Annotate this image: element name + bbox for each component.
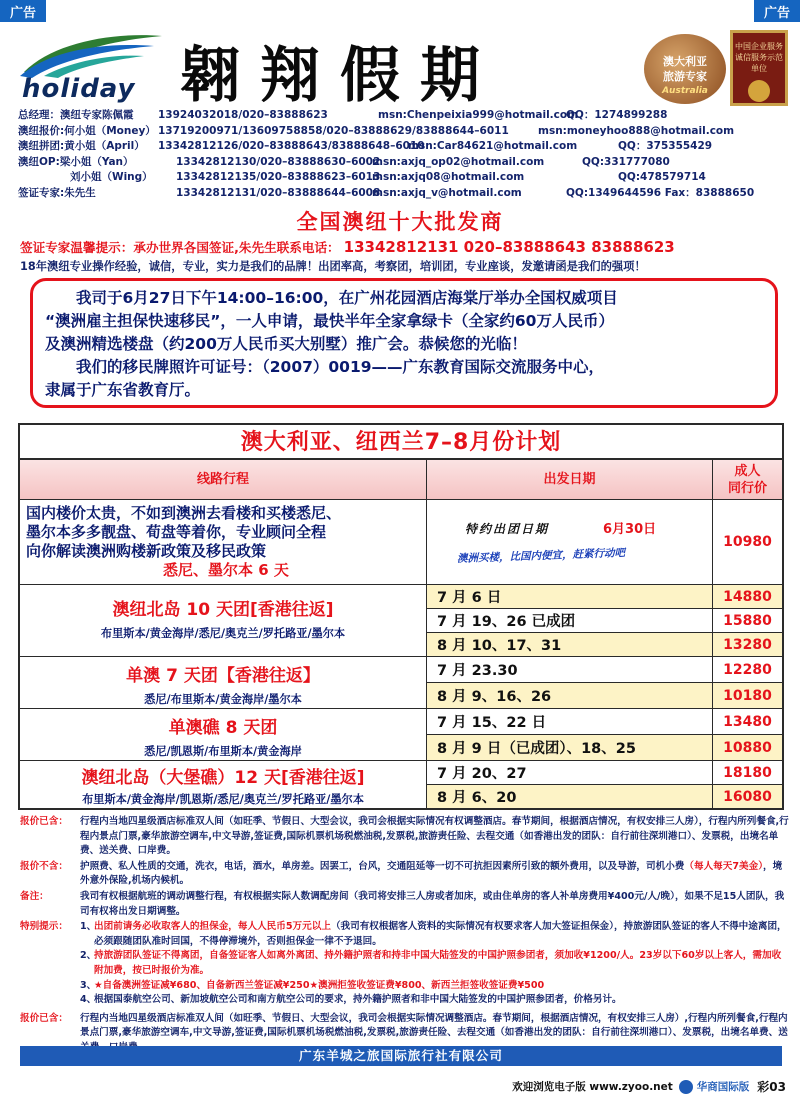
ad-tag-right: 广告 bbox=[754, 0, 800, 22]
promo-line: 及澳洲精选楼盘（约200万人民币买大别墅）推广会。恭候您的光临！ bbox=[45, 335, 527, 353]
special-date: 6月30日 bbox=[603, 522, 657, 537]
note-included bbox=[20, 815, 790, 859]
col-head-price-l1: 成人 bbox=[734, 464, 761, 479]
price-cell: 13480 bbox=[713, 709, 782, 735]
promo-line: “澳洲雇主担保快速移民”，一人申请，最快半年全家拿绿卡（全家约60万人民币） bbox=[45, 312, 614, 330]
property-tour-date bbox=[427, 500, 713, 585]
contact-row bbox=[18, 108, 788, 124]
contact-phone: 13719200971/13609758858/020–83888629/83888644–6011 bbox=[158, 124, 509, 137]
promo-line: 我们的移民牌照许可证号：（2007）0019——广东教育国际交流服务中心， bbox=[45, 358, 605, 376]
note-text: 行程内当地四星级酒店标准双人间（如旺季、节假日、大型会议，我司会根据实际情况有权调整酒店。春节期间，根据酒店情况，有权安排三人房），行程内所列餐食,行程内景点门票,豪华旅游空调车,中文导游,签证费,国际机票机场税燃油税,发票税,旅游责任险、去程交通（如香港出发的团队：自行前往深圳港口）、发票税，出境名单费、送关费、口岸费。 bbox=[80, 816, 789, 857]
contact-qq: QQ：1274899288 bbox=[566, 109, 668, 121]
contact-row bbox=[18, 170, 788, 186]
special-item bbox=[80, 979, 790, 994]
contact-qq: QQ:478579714 bbox=[618, 171, 706, 184]
route-cell bbox=[20, 709, 427, 761]
visa-notice-phones: 13342812131 020–83888643 83888623 bbox=[343, 238, 675, 256]
seal-line1: 澳大利亚 bbox=[663, 55, 707, 68]
page-footer bbox=[512, 1078, 786, 1095]
contact-qq: QQ：375355429 bbox=[618, 140, 713, 153]
special-red: 出团前请务必收取客人的担保金，每人人民币5万元以上 bbox=[94, 921, 331, 933]
contact-row bbox=[18, 124, 788, 140]
price-cell: 18180 bbox=[713, 761, 782, 785]
special-red: ★自备澳洲签证减¥680、自备新西兰签证减¥250★澳洲拒签收签证费¥800、新西兰拒签收签证费¥500 bbox=[94, 979, 545, 991]
terms-notes bbox=[20, 815, 790, 1056]
note-label: 备注： bbox=[20, 890, 49, 902]
note-remark bbox=[20, 890, 790, 919]
desc-line: 国内楼价太贵，不如到澳洲去看楼和买楼悉尼、 bbox=[26, 504, 342, 522]
note-special bbox=[20, 920, 790, 1008]
special-num: 1、 bbox=[80, 921, 97, 933]
date-cell: 7 月 15、22 日 bbox=[427, 709, 713, 735]
note-label: 报价已含： bbox=[20, 816, 68, 827]
page-number: 彩03 bbox=[757, 1080, 786, 1094]
wholesale-banner: 全国澳纽十大批发商 bbox=[296, 210, 504, 234]
route-stops: 布里斯本/黄金海岸/悉尼/奥克兰/罗托路亚/墨尔本 bbox=[100, 627, 346, 640]
contact-role: 刘小姐（Wing） bbox=[70, 171, 153, 184]
route-cell bbox=[20, 761, 427, 808]
contact-role: 澳纽拼团:黄小姐（April） bbox=[18, 140, 145, 153]
price-cell: 10880 bbox=[713, 735, 782, 761]
col-head-price bbox=[713, 460, 782, 500]
price-cell: 15880 bbox=[713, 609, 782, 633]
logo-text: holiday bbox=[22, 74, 136, 104]
route-name: 单澳 7 天团【香港往返】 bbox=[126, 666, 320, 686]
col-head-date: 出发日期 bbox=[427, 460, 713, 500]
medal-icon bbox=[748, 80, 770, 102]
contact-role: 总经理：澳纽专家陈佩霞 bbox=[18, 109, 134, 121]
price-cell: 12280 bbox=[713, 657, 782, 683]
contact-role: 澳纽OP:梁小姐（Yan） bbox=[18, 155, 134, 168]
note-tail: ，境外意外保险,机场内候机。 bbox=[80, 860, 783, 887]
desc-line: 墨尔本多多靓盘、荀盘等着你，专业顾问全程 bbox=[26, 523, 327, 541]
company-name-bar: 广东羊城之旅国际旅行社有限公司 bbox=[20, 1046, 782, 1066]
date-cell: 7 月 19、26 已成团 bbox=[427, 609, 713, 633]
visa-notice bbox=[20, 237, 675, 256]
contact-msn: msn:moneyhoo888@hotmail.com bbox=[538, 124, 735, 137]
contact-phone: 13342812131/020–83888644–6008 bbox=[176, 186, 381, 199]
contact-msn: msn:axjq08@hotmail.com bbox=[372, 171, 525, 184]
route-name: 澳纽北岛（大堡礁）12 天[香港往返] bbox=[81, 768, 365, 788]
date-cell: 7 月 23.30 bbox=[427, 657, 713, 683]
special-num: 2、 bbox=[80, 950, 97, 962]
contact-phone: 13342812126/020–83888643/83888648–6010 bbox=[158, 140, 425, 153]
brand-title: 翱翔假期 bbox=[180, 41, 500, 111]
promo-line: 我司于6月27日下午14:00–16:00，在广州花园酒店海棠厅举办全国权威项目 bbox=[45, 289, 618, 307]
plan-title: 澳大利亚、纽西兰7–8月份计划 bbox=[20, 425, 782, 460]
contact-msn: msn:axjq_op02@hotmail.com bbox=[372, 155, 545, 168]
tour-plan-table bbox=[18, 423, 784, 810]
contact-msn: msn:axjq_v@hotmail.com bbox=[372, 186, 522, 199]
date-cell: 8 月 9、16、26 bbox=[427, 683, 713, 709]
contact-phone: 13342812130/020–83888630–6002 bbox=[176, 155, 381, 168]
note-label: 特别提示： bbox=[20, 921, 68, 933]
note-excluded bbox=[20, 860, 790, 889]
contact-row bbox=[18, 155, 788, 171]
special-item bbox=[80, 993, 790, 1008]
price-cell: 10180 bbox=[713, 683, 782, 709]
date-cell: 7 月 20、27 bbox=[427, 761, 713, 785]
date-cell: 8 月 6、20 bbox=[427, 785, 713, 808]
contact-msn: msn:Car84621@hotmail.com bbox=[408, 140, 578, 153]
contact-role: 澳纽报价:何小姐（Money） bbox=[18, 124, 156, 137]
promo-line: 隶属于广东省教育厅。 bbox=[45, 381, 201, 399]
certificate-plaque bbox=[730, 30, 788, 106]
special-item bbox=[80, 920, 790, 949]
seal-line2: 旅游专家 bbox=[663, 70, 707, 83]
date-cell: 7 月 6 日 bbox=[427, 585, 713, 609]
special-item bbox=[80, 949, 790, 978]
footer-brand: 华商国际版 bbox=[696, 1081, 750, 1093]
visa-notice-text: 签证专家温馨提示：承办世界各国签证,朱先生联系电话： bbox=[20, 240, 340, 255]
special-num: 3、 bbox=[80, 979, 97, 991]
promo-box bbox=[30, 278, 778, 408]
route-cell bbox=[20, 585, 427, 657]
contact-phone: 13342812135/020–83888623–6013 bbox=[176, 171, 381, 184]
contact-qq: QQ:1349644596 Fax：83888650 bbox=[566, 186, 755, 199]
date-cell: 8 月 10、17、31 bbox=[427, 633, 713, 657]
note-red: （每人每天7美金） bbox=[684, 860, 764, 872]
special-date-note: 澳洲买楼，比国内便宜，赶紧行动吧 bbox=[456, 547, 626, 565]
route-name: 单澳礁 8 天团 bbox=[168, 718, 278, 738]
special-date-label: 特约出团日期 bbox=[465, 522, 550, 536]
note-text: 行程内当地四星级酒店标准双人间（如旺季、节假日、大型会议，我司会根据实际情况调整酒店。春节期间，根据酒店情况，有权安排三人房）,行程内所列餐食,行程内景点门票,豪华旅游空调车,中文导游,签证费,国际机票机场税燃油税,发票税,旅游责任险、去程交通（如香港出发的团队：自行前往深圳港口）、发票税，出境名单费、送 bbox=[80, 1012, 788, 1039]
holiday-logo bbox=[14, 32, 164, 102]
property-tour-desc bbox=[20, 500, 427, 585]
note-label: 报价不含： bbox=[20, 860, 68, 872]
plaque-text: 中国企业服务 诚信服务示范单位 bbox=[735, 42, 783, 73]
route-stops: 悉尼/布里斯本/黄金海岸/墨尔本 bbox=[144, 693, 302, 706]
date-cell: 8 月 9 日（已成团）、18、25 bbox=[427, 735, 713, 761]
swoosh-icon bbox=[14, 32, 164, 78]
note-text: 护照费、私人性质的交通，洗衣，电话，酒水，单房差。因罢工，台风，交通阻延等一切不可抗拒因素所引致的额外费用，以及导游，司机小费 bbox=[80, 860, 685, 872]
special-text: （我司有权根据客人资料的实际情况有权要求客人加大签证担保金），持旅游团队签证的客人不得中途离团，必须跟随团队准时回国，不得停滞境外，否则担保金一律不予退回。 bbox=[94, 921, 787, 947]
contact-list bbox=[18, 108, 788, 202]
price-cell: 14880 bbox=[713, 585, 782, 609]
col-head-price-l2: 同行价 bbox=[727, 481, 767, 496]
price-cell: 16080 bbox=[713, 785, 782, 808]
contact-msn: msn:Chenpeixia999@hotmail.com bbox=[378, 109, 579, 121]
globe-icon bbox=[679, 1080, 693, 1094]
seal-line3: Australia bbox=[662, 86, 708, 96]
price-cell: 13280 bbox=[713, 633, 782, 657]
footer-text: 欢迎浏览电子版 www.zyoo.net bbox=[512, 1081, 673, 1093]
desc-line: 向你解读澳洲购楼新政策及移民政策 bbox=[26, 542, 267, 560]
note-text: 我司有权根据航班的调动调整行程，有权根据实际人数调配房间（我司将安排三人房或者加床，或由住单房的客人补单房费用¥400元/人/晚），如果不足15人团队，我司有权将出发日期调整。 bbox=[80, 890, 785, 917]
special-num: 4、 bbox=[80, 994, 97, 1006]
route-name: 澳纽北岛 10 天团[香港往返] bbox=[112, 600, 334, 620]
ad-tag-left: 广告 bbox=[0, 0, 46, 22]
desc-sub: 悉尼、墨尔本 6 天 bbox=[163, 561, 289, 579]
contact-row bbox=[18, 186, 788, 202]
contact-role: 签证专家:朱先生 bbox=[18, 186, 96, 199]
route-stops: 布里斯本/黄金海岸/凯恩斯/悉尼/奥克兰/罗托路亚/墨尔本 bbox=[82, 793, 364, 806]
col-head-route: 线路行程 bbox=[20, 460, 427, 500]
property-tour-price: 10980 bbox=[713, 500, 782, 585]
note-label: 报价已含： bbox=[20, 1012, 68, 1024]
australia-expert-seal bbox=[644, 34, 726, 104]
route-cell bbox=[20, 657, 427, 709]
special-red: 持旅游团队签证不得离团，自备签证客人如离外离团、持外籍护照者和持非中国大陆签发的中国护照参团者，须加收¥1200/人。23岁以下60岁以上客人，需加收附加费，按已时报价为准。 bbox=[94, 950, 782, 976]
route-stops: 悉尼/凯恩斯/布里斯本/黄金海岸 bbox=[144, 745, 302, 758]
contact-row bbox=[18, 139, 788, 155]
contact-qq: QQ:331777080 bbox=[582, 155, 670, 168]
special-text: 根据国泰航空公司、新加坡航空公司和南方航空公司的要求，持外籍护照者和非中国大陆签发的中国护照参团者，价格另计。 bbox=[94, 994, 622, 1006]
experience-notice: 18年澳纽专业操作经验，诚信，专业，实力是我们的品牌！出团率高，考察团，培训团，专业座谈，发邀请函是我们的强项！ bbox=[20, 260, 646, 273]
contact-phone: 13924032018/020–83888623 bbox=[158, 109, 328, 121]
